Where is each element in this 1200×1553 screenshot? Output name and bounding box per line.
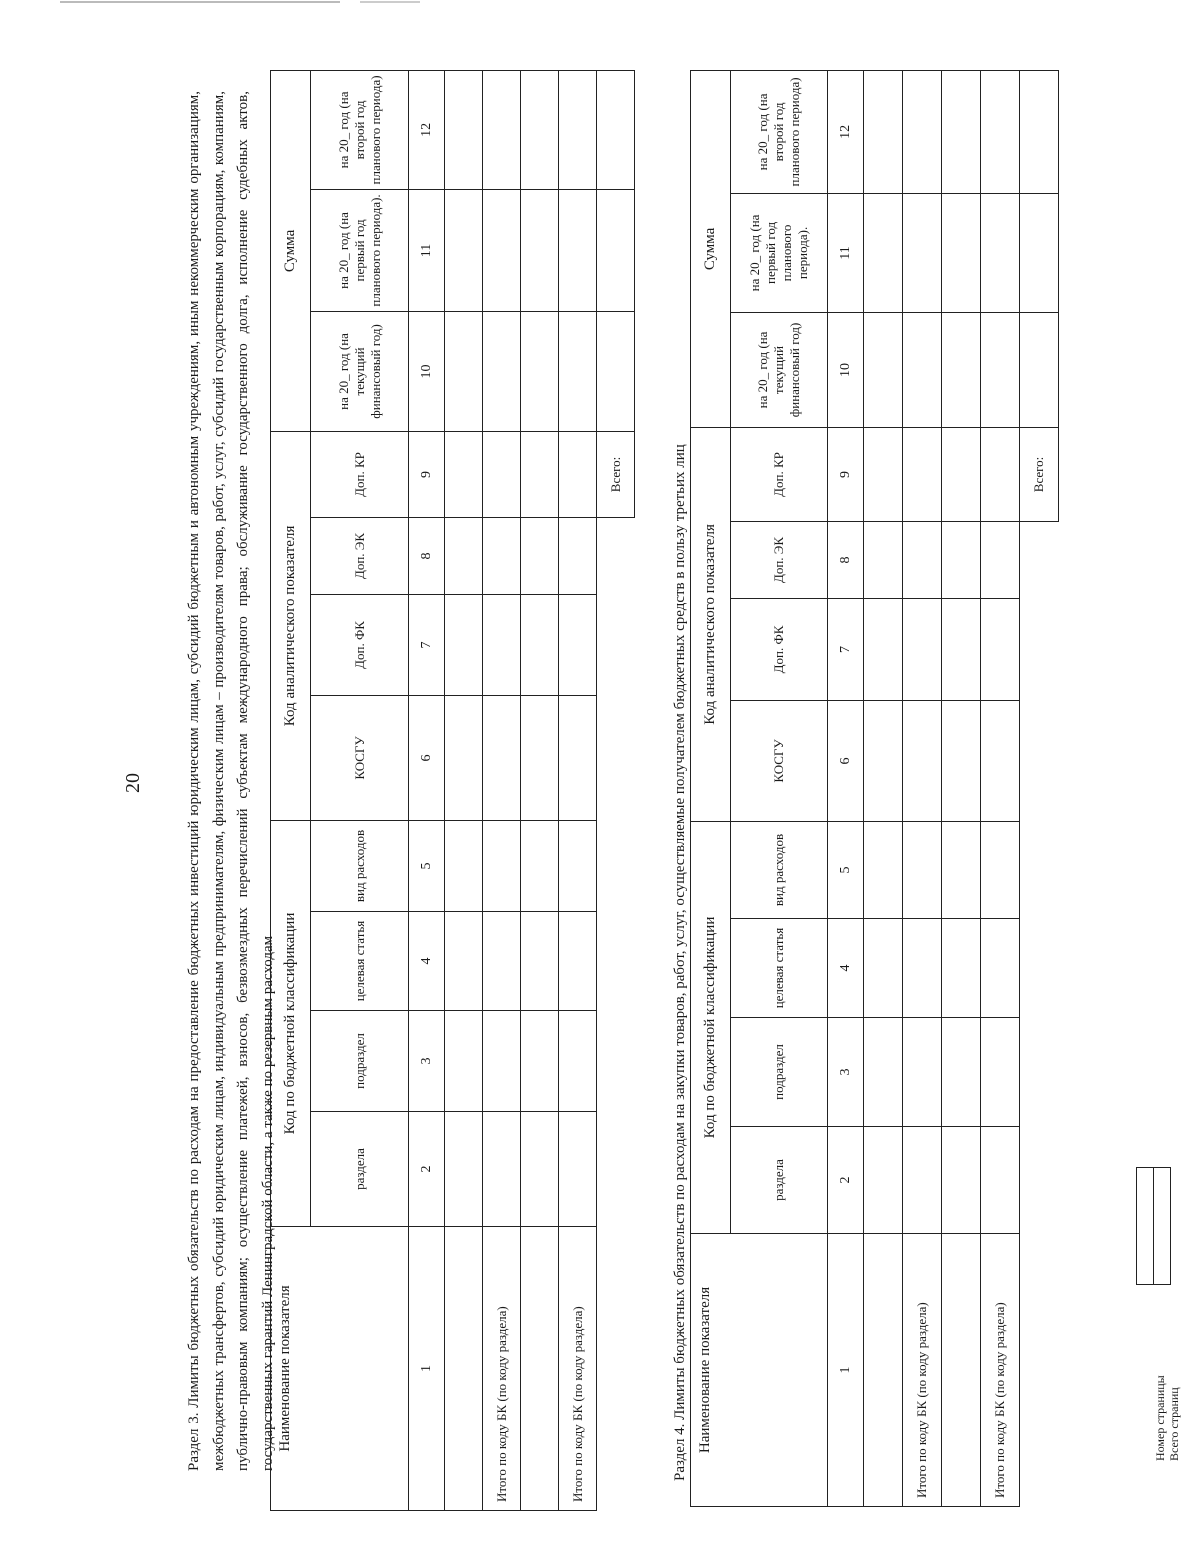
table-row — [942, 70, 981, 1506]
table-row — [521, 70, 559, 1510]
header-group-sum: Сумма — [691, 70, 731, 427]
header-col-dop-fk: Доп. ФК — [311, 594, 409, 695]
header-col-current-year: на 20_ год (на текущий финансовый год) — [311, 311, 409, 431]
header-name: Наименование показателя — [271, 1227, 409, 1511]
col-number: 5 — [828, 821, 864, 918]
total-pages-label: Всего страниц — [1167, 1387, 1181, 1461]
col-number: 6 — [409, 695, 445, 820]
header-col-dop-ek: Доп. ЭК — [311, 517, 409, 594]
table-row — [1020, 70, 1059, 1506]
table-row — [981, 70, 1020, 1506]
header-col-dop-fk: Доп. ФК — [731, 598, 828, 700]
page-number-label: Номер страницы — [1153, 1375, 1167, 1461]
col-number: 2 — [828, 1127, 864, 1234]
footer-labels — [1153, 1375, 1181, 1461]
header-col-celevaya: целевая статья — [311, 912, 409, 1011]
header-col-first-plan-year: на 20_ год (на первый год планового периода). — [731, 193, 828, 312]
col-number: 3 — [409, 1011, 445, 1112]
col-number: 1 — [409, 1227, 445, 1511]
page-count-box — [1136, 1167, 1171, 1285]
table-row — [445, 70, 483, 1510]
header-col-current-year: на 20_ год (на текущий финансовый год) — [731, 312, 828, 427]
col-number: 5 — [409, 820, 445, 911]
total-pages-field — [1153, 1168, 1170, 1284]
col-number: 4 — [409, 912, 445, 1011]
col-number: 8 — [828, 521, 864, 598]
col-number: 4 — [828, 919, 864, 1018]
table-row — [483, 70, 521, 1510]
page-number-field — [1137, 1168, 1153, 1284]
itogo-label: Итого по коду БК (по коду раздела) — [483, 1227, 521, 1511]
header-group-analytic: Код аналитического показателя — [691, 427, 731, 821]
header-col-dop-ek: Доп. ЭК — [731, 521, 828, 598]
table-row — [864, 70, 903, 1506]
col-number: 10 — [828, 312, 864, 427]
section4-title: Раздел 4. Лимиты бюджетных обязательств по расходам на закупки товаров, работ, услуг, осуществляемые получателем бюджетных средств в пользу третьих лиц — [672, 444, 688, 1481]
col-number: 10 — [409, 311, 445, 431]
header-name: Наименование показателя — [691, 1234, 828, 1507]
header-col-razdel: раздела — [311, 1112, 409, 1227]
header-col-kosgu: КОСГУ — [311, 695, 409, 820]
itogo-label: Итого по коду БК (по коду раздела) — [903, 1234, 942, 1507]
header-col-celevaya: целевая статья — [731, 919, 828, 1018]
header-col-second-plan-year: на 20_ год (на второй год планового периода) — [731, 70, 828, 193]
itogo-label: Итого по коду БК (по коду раздела) — [981, 1234, 1020, 1507]
header-group-bk: Код по бюджетной классификации — [691, 821, 731, 1233]
col-number: 8 — [409, 517, 445, 594]
col-number: 11 — [409, 189, 445, 311]
section3-table — [270, 70, 635, 1511]
header-col-vid: вид расходов — [731, 821, 828, 918]
section4-table — [690, 70, 1059, 1507]
table-row — [903, 70, 942, 1506]
col-number: 9 — [828, 427, 864, 521]
col-number: 9 — [409, 431, 445, 517]
col-number: 12 — [828, 70, 864, 193]
table-row — [559, 70, 597, 1510]
itogo-label: Итого по коду БК (по коду раздела) — [559, 1227, 597, 1511]
col-number: 7 — [409, 594, 445, 695]
header-col-vid: вид расходов — [311, 820, 409, 911]
total-label: Всего: — [597, 431, 635, 517]
col-number: 3 — [828, 1018, 864, 1127]
total-label: Всего: — [1020, 427, 1059, 521]
header-group-sum: Сумма — [271, 70, 311, 431]
col-number: 12 — [409, 70, 445, 189]
header-col-first-plan-year: на 20_ год (на первый год планового периода). — [311, 189, 409, 311]
col-number: 1 — [828, 1234, 864, 1507]
section3-title: Раздел 3. Лимиты бюджетных обязательств по расходам на предоставление бюджетных инвестиций юридическим лицам, субсидий бюджетным и автономным учреждениям, иным некоммерческим организациям, межбюджетных трансфертов, субсидий юридическим лицам, индивидуальным предпринимателям, физическим лицам – производителям товаров, работ, услуг, субсидий государственным корпорациям, компаниям, публично-правовым компаниям; осуществление платежей, взносов, безвозмездных перечислений субъектам международного права; обслуживание государственного долга, исполнение судебных актов, государственных гарантий Ленинградской области, а также по резервным расходам — [186, 91, 276, 1471]
page-number: 20 — [122, 773, 144, 793]
col-number: 6 — [828, 700, 864, 821]
header-col-podrazdel: подраздел — [731, 1018, 828, 1127]
header-col-dop-kr: Доп. КР — [311, 431, 409, 517]
col-number: 2 — [409, 1112, 445, 1227]
header-col-dop-kr: Доп. КР — [731, 427, 828, 521]
header-group-analytic: Код аналитического показателя — [271, 431, 311, 820]
col-number: 7 — [828, 598, 864, 700]
header-col-kosgu: КОСГУ — [731, 700, 828, 821]
header-col-podrazdel: подраздел — [311, 1011, 409, 1112]
col-number: 11 — [828, 193, 864, 312]
header-group-bk: Код по бюджетной классификации — [271, 820, 311, 1226]
table-row — [597, 70, 635, 1510]
header-col-razdel: раздела — [731, 1127, 828, 1234]
header-col-second-plan-year: на 20_ год (на второй год планового периода) — [311, 70, 409, 189]
